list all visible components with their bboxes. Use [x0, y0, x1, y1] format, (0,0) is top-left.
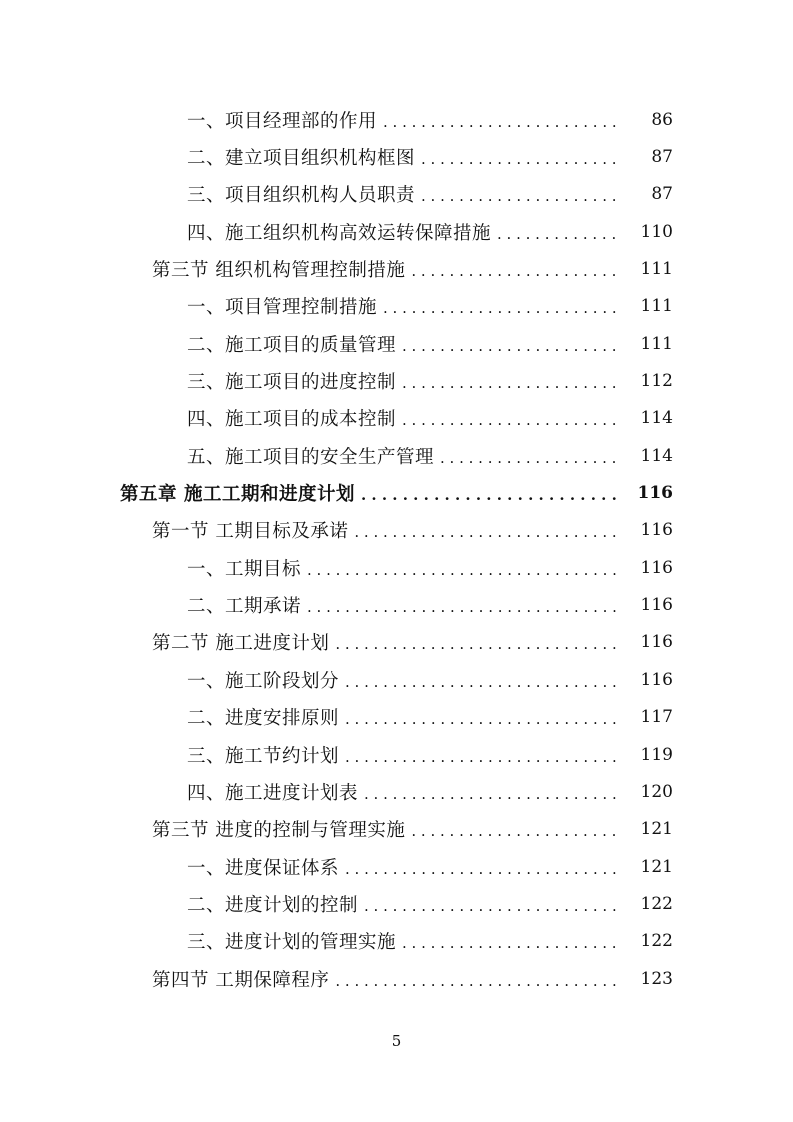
toc-entry-title: 三、施工项目的进度控制: [187, 372, 397, 394]
dot-leader: [345, 710, 621, 728]
toc-entry[interactable]: [0, 213, 793, 250]
toc-entry[interactable]: [0, 288, 793, 325]
toc-entry-page: 116: [640, 632, 673, 653]
toc-entry-title: 一、工期目标: [187, 558, 302, 580]
toc-entry[interactable]: [0, 437, 793, 474]
toc-entry[interactable]: [0, 176, 793, 213]
toc-entry-title: 三、项目组织机构人员职责: [187, 185, 416, 207]
dot-leader: [364, 897, 621, 915]
dot-leader: [383, 113, 621, 131]
toc-entry-page: 114: [640, 408, 673, 429]
toc-entry[interactable]: [0, 736, 793, 773]
toc-entry[interactable]: [0, 848, 793, 885]
toc-entry-page: 117: [640, 707, 673, 728]
toc-section-entry[interactable]: [0, 512, 793, 549]
toc-entry-title: 二、进度安排原则: [187, 708, 340, 730]
toc-entry-title: 第一节 工期目标及承诺: [152, 521, 349, 543]
toc-entry[interactable]: [0, 923, 793, 960]
toc-entry-title: 二、施工项目的质量管理: [187, 334, 397, 356]
dot-leader: [383, 299, 621, 317]
toc-entry-title: 三、施工节约计划: [187, 745, 340, 767]
dot-leader: [440, 449, 621, 467]
toc-entry-page: 123: [640, 968, 673, 989]
toc-entry[interactable]: [0, 885, 793, 922]
toc-chapter-entry[interactable]: [0, 474, 793, 511]
toc-entry-page: 116: [640, 669, 673, 690]
dot-leader: [402, 337, 621, 355]
toc-entry-page: 116: [640, 557, 673, 578]
dot-leader: [421, 150, 621, 168]
toc-entry-page: 121: [640, 856, 673, 877]
toc-entry-title: 三、进度计划的管理实施: [187, 932, 397, 954]
toc-entry-title: 四、施工组织机构高效运转保障措施: [187, 222, 492, 244]
toc-entry[interactable]: [0, 586, 793, 623]
toc-entry[interactable]: [0, 699, 793, 736]
toc-entry-page: 87: [651, 147, 673, 168]
toc-entry[interactable]: [0, 325, 793, 362]
toc-entry[interactable]: [0, 661, 793, 698]
dot-leader: [361, 486, 621, 504]
toc-entry-title: 一、进度保证体系: [187, 857, 340, 879]
toc-entry-page: 112: [640, 371, 673, 392]
toc-entry-title: 二、建立项目组织机构框图: [187, 148, 416, 170]
dot-leader: [345, 860, 621, 878]
dot-leader: [402, 934, 621, 952]
toc-entry-page: 116: [640, 595, 673, 616]
toc-entry-title: 一、项目管理控制措施: [187, 297, 378, 319]
dot-leader: [402, 374, 621, 392]
toc-entry[interactable]: [0, 400, 793, 437]
toc-entry-title: 四、施工项目的成本控制: [187, 409, 397, 431]
dot-leader: [335, 635, 621, 653]
toc-entry-page: 87: [651, 184, 673, 205]
toc-entry-page: 86: [651, 109, 673, 130]
toc-entry-page: 110: [640, 221, 673, 242]
toc-entry-page: 111: [640, 333, 673, 354]
dot-leader: [411, 822, 621, 840]
toc-entry-title: 五、施工项目的安全生产管理: [187, 446, 435, 468]
dot-leader: [421, 187, 621, 205]
dot-leader: [335, 972, 621, 990]
toc-section-entry[interactable]: [0, 960, 793, 997]
toc-entry-title: 第五章 施工工期和进度计划: [120, 484, 355, 506]
toc-entry-title: 第三节 进度的控制与管理实施: [152, 820, 406, 842]
toc-entry[interactable]: [0, 773, 793, 810]
dot-leader: [411, 262, 621, 280]
toc-entry-title: 二、工期承诺: [187, 596, 302, 618]
toc-entry-title: 四、施工进度计划表: [187, 782, 359, 804]
page-number: 5: [391, 1032, 402, 1050]
toc-entry[interactable]: [0, 138, 793, 175]
dot-leader: [402, 411, 621, 429]
dot-leader: [345, 673, 621, 691]
toc-entry-page: 119: [640, 744, 673, 765]
toc-entry-title: 第四节 工期保障程序: [152, 969, 330, 991]
dot-leader: [307, 598, 621, 616]
toc-entry-page: 120: [640, 781, 673, 802]
toc-entry-title: 第二节 施工进度计划: [152, 633, 330, 655]
toc-section-entry[interactable]: [0, 250, 793, 287]
toc-entry-title: 二、进度计划的控制: [187, 894, 359, 916]
toc-entry-page: 111: [640, 296, 673, 317]
toc-entry[interactable]: [0, 362, 793, 399]
toc-section-entry[interactable]: [0, 811, 793, 848]
toc-entry-page: 111: [640, 259, 673, 280]
dot-leader: [354, 523, 621, 541]
toc-entry-page: 121: [640, 819, 673, 840]
toc-entry-title: 一、施工阶段划分: [187, 670, 340, 692]
dot-leader: [497, 225, 621, 243]
toc-entry-page: 116: [637, 483, 673, 504]
dot-leader: [345, 748, 621, 766]
toc-entry-title: 第三节 组织机构管理控制措施: [152, 260, 406, 282]
toc-entry[interactable]: [0, 101, 793, 138]
toc-entry[interactable]: [0, 549, 793, 586]
toc-entry-page: 122: [640, 893, 673, 914]
toc-entry-page: 116: [640, 520, 673, 541]
table-of-contents: [0, 101, 793, 997]
dot-leader: [307, 561, 621, 579]
toc-entry-page: 122: [640, 931, 673, 952]
toc-entry-page: 114: [640, 445, 673, 466]
dot-leader: [364, 785, 621, 803]
toc-entry-title: 一、项目经理部的作用: [187, 110, 378, 132]
toc-section-entry[interactable]: [0, 624, 793, 661]
